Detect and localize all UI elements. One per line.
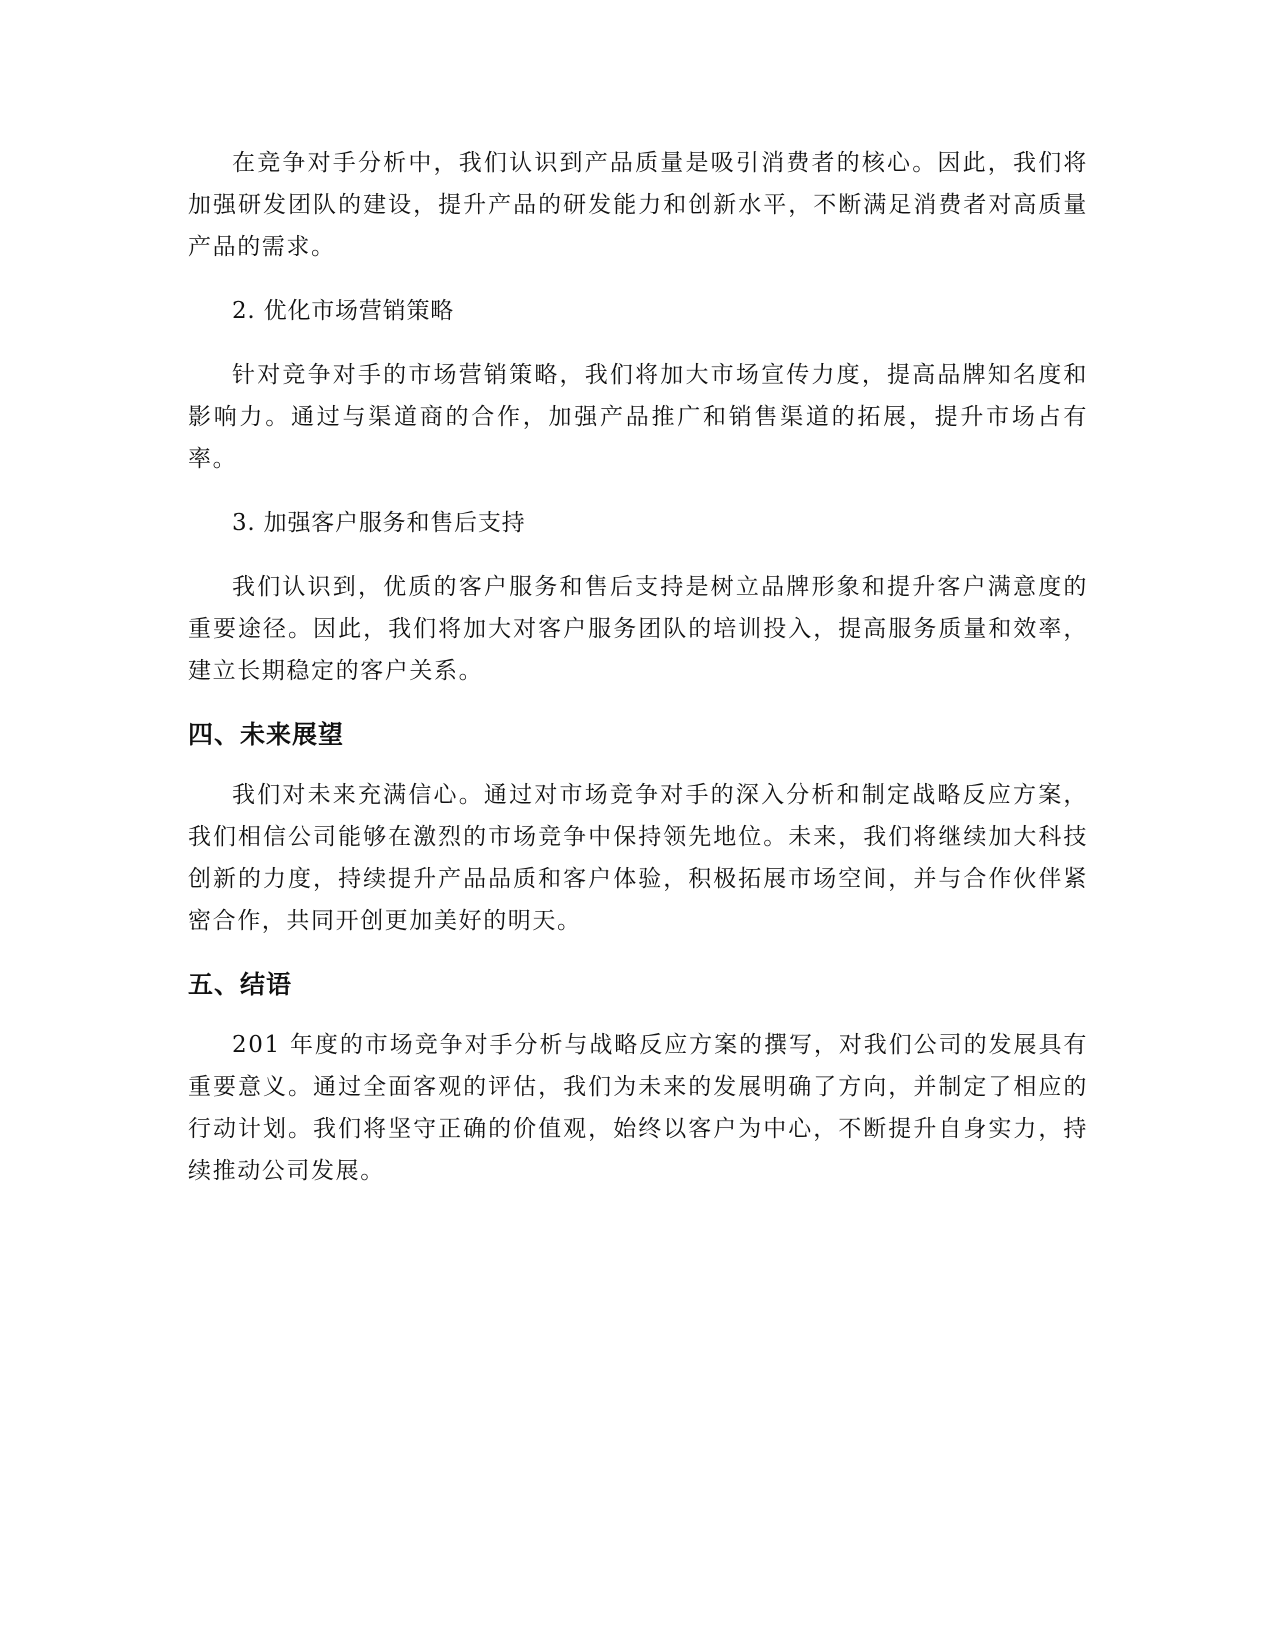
paragraph-conclusion: 201 年度的市场竞争对手分析与战略反应方案的撰写，对我们公司的发展具有重要意义。通过全面客观的评估，我们为未来的发展明确了方向，并制定了相应的行动计划。我们将坚守正确的价值观，始终以客户为中心，不断提升自身实力，持续推动公司发展。 bbox=[188, 1032, 1088, 1184]
item-heading-marketing: 2. 优化市场营销策略 bbox=[232, 298, 455, 324]
paragraph-quality: 在竞争对手分析中，我们认识到产品质量是吸引消费者的核心。因此，我们将加强研发团队的建设，提升产品的研发能力和创新水平，不断满足消费者对高质量产品的需求。 bbox=[188, 150, 1088, 260]
document-body bbox=[188, 142, 1088, 1214]
paragraph-outlook: 我们对未来充满信心。通过对市场竞争对手的深入分析和制定战略反应方案，我们相信公司能够在激烈的市场竞争中保持领先地位。未来，我们将继续加大科技创新的力度，持续提升产品品质和客户体验，积极拓展市场空间，并与合作伙伴紧密合作，共同开创更加美好的明天。 bbox=[188, 782, 1088, 934]
section-heading-conclusion: 五、结语 bbox=[188, 970, 293, 999]
item-heading-service: 3. 加强客户服务和售后支持 bbox=[232, 510, 526, 536]
paragraph-marketing: 针对竞争对手的市场营销策略，我们将加大市场宣传力度，提高品牌知名度和影响力。通过与渠道商的合作，加强产品推广和销售渠道的拓展，提升市场占有率。 bbox=[188, 362, 1088, 472]
section-heading-outlook: 四、未来展望 bbox=[188, 720, 345, 749]
paragraph-service: 我们认识到，优质的客户服务和售后支持是树立品牌形象和提升客户满意度的重要途径。因此，我们将加大对客户服务团队的培训投入，提高服务质量和效率，建立长期稳定的客户关系。 bbox=[188, 574, 1088, 684]
